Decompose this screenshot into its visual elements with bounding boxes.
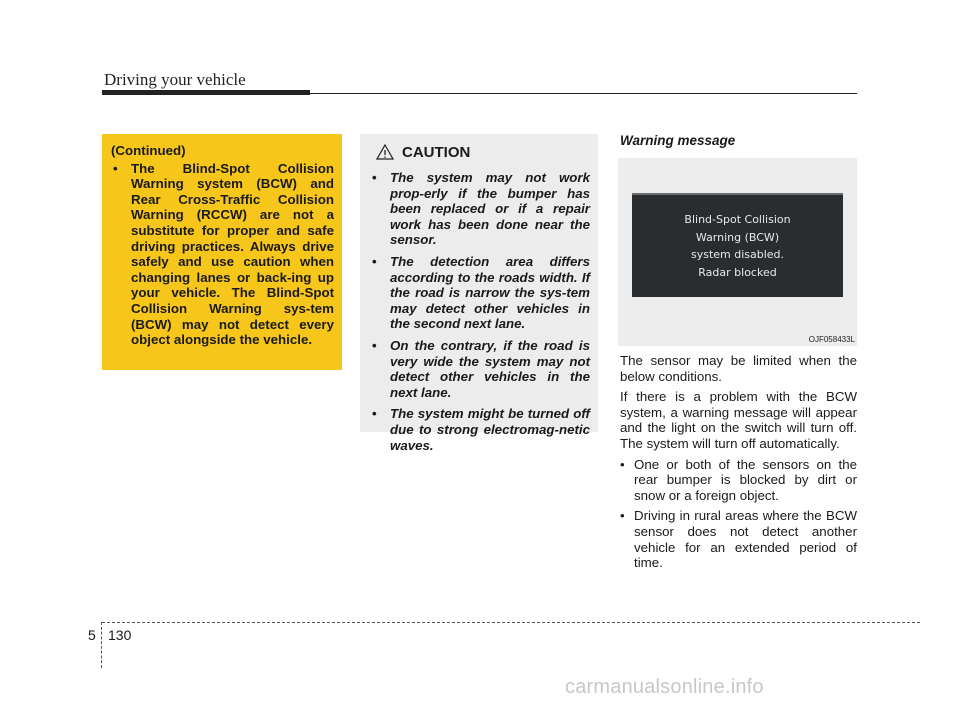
display-line: Warning (BCW) — [695, 230, 780, 244]
page-header-title: Driving your vehicle — [104, 70, 246, 89]
warning-body-text — [620, 353, 857, 576]
body-bullet — [620, 457, 857, 504]
cluster-display-figure — [618, 158, 857, 346]
footer-divider — [101, 622, 102, 668]
bullet-glyph: • — [113, 160, 118, 176]
bullet-glyph: • — [372, 170, 377, 185]
caution-item — [370, 170, 590, 248]
footer-rule — [102, 622, 920, 623]
body-paragraph: If there is a problem with the BCW system, a warning message will appear and the light on the switch will turn off. The system will turn off automatically. — [620, 389, 857, 451]
caution-item — [370, 254, 590, 332]
body-paragraph: The sensor may be limited when the below conditions. — [620, 353, 857, 384]
header-rule-thin — [310, 93, 857, 94]
bullet-glyph: • — [620, 456, 625, 472]
display-line: Blind-Spot Collision — [684, 213, 791, 226]
caution-item-text: On the contrary, if the road is very wide the system may not detect other vehicles in the next lane. — [390, 337, 590, 400]
watermark: carmanualsonline.info — [565, 676, 764, 698]
bullet-glyph: • — [372, 253, 377, 269]
continued-bullet-text: The Blind-Spot Collision Warning system (BCW) and Rear Cross-Traffic Collision Warning (RCCW) are not a substitute for proper and safe driving practices. Always drive safely and use caution when changing lanes or back-ing up your vehicle. The Blind-Spot Collision Warning sys-tem (BCW) may not detect every object alongside the vehicle. — [131, 160, 334, 348]
caution-item-text: The system may not work prop-erly if the bumper has been replaced or if a repair work has been done near the sensor. — [390, 170, 590, 248]
header-rule-thick — [102, 90, 310, 95]
warning-message-title: Warning message — [620, 133, 736, 148]
display-line: Radar blocked — [698, 265, 777, 279]
cluster-display-screen — [632, 193, 843, 297]
caution-box — [360, 134, 598, 453]
bullet-glyph: • — [620, 508, 625, 524]
bullet-glyph: • — [372, 337, 377, 353]
caution-item-text: The detection area differs according to the roads width. If the road is narrow the sys-tem may detect other vehicles in the second next lane. — [390, 253, 590, 332]
caution-heading — [376, 142, 590, 162]
display-line: system disabled. — [690, 248, 785, 261]
caution-title-text: CAUTION — [402, 143, 471, 161]
caution-item-text: The system might be turned off due to strong electromag-netic waves. — [390, 406, 590, 453]
caution-item — [370, 338, 590, 400]
footer-page-number: 130 — [108, 627, 132, 643]
footer-chapter-number: 5 — [88, 627, 96, 643]
continued-warning-box — [102, 134, 342, 370]
continued-bullet — [111, 161, 334, 348]
body-bullet-text: One or both of the sensors on the rear bumper is blocked by dirt or snow or a foreign object. — [634, 456, 857, 503]
caution-list — [370, 170, 590, 453]
caution-item — [370, 406, 590, 453]
body-bullet-text: Driving in rural areas where the BCW sensor does not detect another vehicle for an extended period of time. — [634, 508, 857, 571]
figure-code: OJF058433L — [808, 335, 855, 344]
bullet-glyph: • — [372, 406, 377, 422]
body-bullet — [620, 508, 857, 570]
continued-heading: (Continued) — [111, 143, 186, 158]
warning-triangle-icon — [376, 144, 394, 160]
